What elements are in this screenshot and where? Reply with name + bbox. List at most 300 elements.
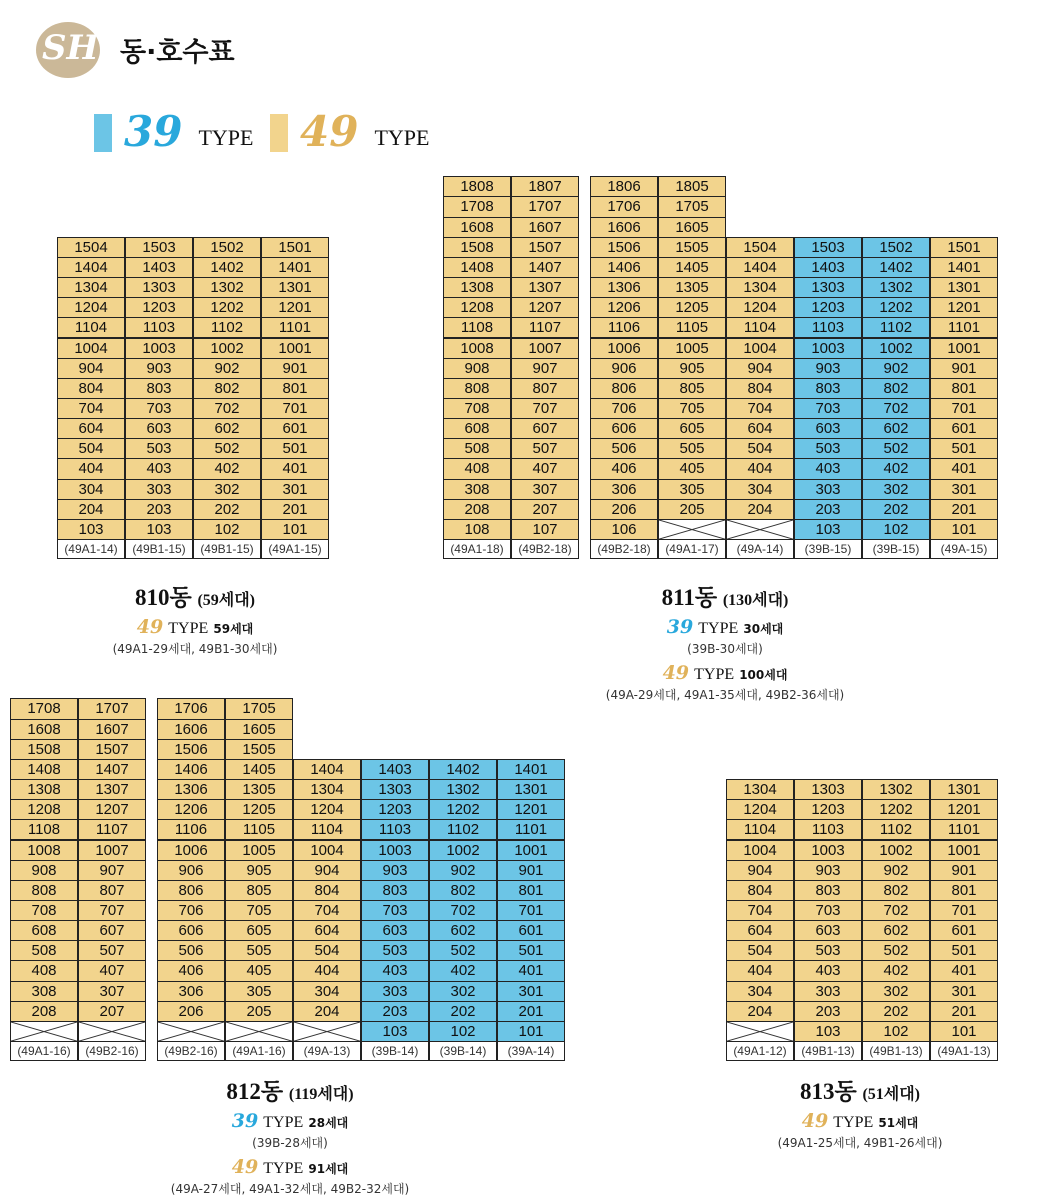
unit-cell: 1007 — [78, 840, 146, 861]
unit-cell: 1406 — [157, 759, 225, 780]
cross-mark — [158, 1022, 224, 1041]
type-number: 49 — [231, 1156, 259, 1178]
unit-cell: 1305 — [225, 779, 293, 800]
unit-cell: 1304 — [293, 779, 361, 800]
unit-cell: 1107 — [511, 317, 579, 338]
unit-cell: 1507 — [511, 237, 579, 258]
unit-cell: 1106 — [590, 317, 658, 338]
unit-cell: 1306 — [590, 277, 658, 298]
unit-cell: 503 — [125, 438, 193, 459]
unit-cell: 1004 — [726, 840, 794, 861]
unit-cell: 705 — [658, 398, 726, 419]
unit-cell: 903 — [794, 358, 862, 379]
unit-cell: 1407 — [511, 257, 579, 278]
unit-cell: 701 — [930, 900, 998, 921]
unit-cell: 401 — [497, 960, 565, 981]
unit-cell: 402 — [429, 960, 497, 981]
empty-unit-cell — [10, 1021, 78, 1042]
unit-cell: 208 — [10, 1001, 78, 1022]
unit-cell: 1705 — [658, 196, 726, 217]
unit-cell: 404 — [57, 458, 125, 479]
unit-cell: 1108 — [10, 819, 78, 840]
unit-cell: 302 — [862, 479, 930, 500]
type-number: 49 — [801, 1110, 829, 1132]
unit-cell: 703 — [125, 398, 193, 419]
unit-cell: 1102 — [862, 317, 930, 338]
unit-cell: 906 — [157, 860, 225, 881]
unit-cell: 404 — [726, 458, 794, 479]
unit-cell: 1102 — [862, 819, 930, 840]
unit-cell: 805 — [658, 378, 726, 399]
type-detail: (49A-27세대, 49A1-32세대, 49B2-32세대) — [170, 1182, 410, 1196]
unit-cell: 803 — [794, 880, 862, 901]
unit-cell: 401 — [930, 960, 998, 981]
unit-cell: 701 — [497, 900, 565, 921]
unit-cell: 1108 — [443, 317, 511, 338]
unit-cell: 807 — [511, 378, 579, 399]
unit-cell: 307 — [78, 981, 146, 1002]
unit-cell: 1105 — [658, 317, 726, 338]
unit-cell: 403 — [794, 458, 862, 479]
unit-cell: 408 — [10, 960, 78, 981]
unit-cell: 1104 — [293, 819, 361, 840]
unit-cell: 1101 — [930, 317, 998, 338]
unit-cell: 805 — [225, 880, 293, 901]
unit-cell: 1605 — [658, 217, 726, 238]
unit-cell: 602 — [429, 920, 497, 941]
type-count: 30세대 — [743, 622, 784, 636]
unit-cell: 905 — [658, 358, 726, 379]
unit-cell: 1408 — [443, 257, 511, 278]
type-detail: (39B-30세대) — [687, 642, 763, 656]
unit-cell: 601 — [261, 418, 329, 439]
unit-cell: 708 — [10, 900, 78, 921]
unit-cell: 804 — [57, 378, 125, 399]
unit-cell: 701 — [261, 398, 329, 419]
unit-cell: 801 — [930, 378, 998, 399]
unit-cell: 903 — [794, 860, 862, 881]
unit-cell: 902 — [862, 860, 930, 881]
unit-cell: 803 — [361, 880, 429, 901]
building-title: 813동 — [799, 1079, 857, 1104]
unit-cell: 1204 — [726, 799, 794, 820]
unit-cell: 1504 — [57, 237, 125, 258]
unit-type-label: (49A1-17) — [658, 539, 726, 559]
unit-cell: 102 — [862, 519, 930, 540]
unit-cell: 907 — [511, 358, 579, 379]
unit-cell: 1302 — [862, 779, 930, 800]
unit-cell: 201 — [930, 499, 998, 520]
household-count: (59세대) — [197, 592, 256, 609]
unit-type-label: (39B-15) — [794, 539, 862, 559]
unit-cell: 207 — [511, 499, 579, 520]
unit-cell: 607 — [78, 920, 146, 941]
unit-cell: 102 — [862, 1021, 930, 1042]
type-detail: (49A1-29세대, 49B1-30세대) — [112, 642, 278, 656]
unit-cell: 101 — [930, 1021, 998, 1042]
unit-cell: 1103 — [361, 819, 429, 840]
unit-cell: 1202 — [193, 297, 261, 318]
unit-cell: 1206 — [157, 799, 225, 820]
unit-cell: 1307 — [78, 779, 146, 800]
unit-cell: 903 — [125, 358, 193, 379]
unit-cell: 1206 — [590, 297, 658, 318]
unit-cell: 401 — [930, 458, 998, 479]
unit-cell: 1404 — [57, 257, 125, 278]
unit-cell: 1207 — [511, 297, 579, 318]
unit-cell: 901 — [261, 358, 329, 379]
unit-cell: 1401 — [497, 759, 565, 780]
unit-cell: 1403 — [361, 759, 429, 780]
unit-cell: 1303 — [125, 277, 193, 298]
unit-cell: 1008 — [443, 338, 511, 359]
unit-cell: 1301 — [930, 277, 998, 298]
unit-cell: 803 — [794, 378, 862, 399]
unit-cell: 303 — [794, 479, 862, 500]
unit-cell: 1608 — [10, 719, 78, 740]
unit-cell: 1605 — [225, 719, 293, 740]
unit-cell: 1508 — [443, 237, 511, 258]
unit-cell: 301 — [497, 981, 565, 1002]
unit-cell: 207 — [78, 1001, 146, 1022]
legend-39 — [94, 107, 254, 156]
unit-type-label: (49B2-18) — [511, 539, 579, 559]
unit-cell: 502 — [862, 438, 930, 459]
unit-cell: 306 — [157, 981, 225, 1002]
unit-cell: 801 — [930, 880, 998, 901]
type-count: 51세대 — [878, 1116, 919, 1130]
unit-cell: 704 — [726, 900, 794, 921]
unit-cell: 202 — [193, 499, 261, 520]
unit-cell: 1401 — [261, 257, 329, 278]
unit-cell: 204 — [726, 499, 794, 520]
unit-cell: 1408 — [10, 759, 78, 780]
unit-cell: 202 — [862, 1001, 930, 1022]
unit-cell: 606 — [157, 920, 225, 941]
building-title: 811동 — [661, 585, 718, 610]
unit-cell: 602 — [193, 418, 261, 439]
unit-cell: 403 — [794, 960, 862, 981]
unit-cell: 201 — [930, 1001, 998, 1022]
unit-cell: 404 — [293, 960, 361, 981]
unit-cell: 503 — [794, 438, 862, 459]
cross-mark — [79, 1022, 145, 1041]
unit-cell: 1403 — [794, 257, 862, 278]
unit-cell: 803 — [125, 378, 193, 399]
unit-cell: 1204 — [293, 799, 361, 820]
unit-cell: 705 — [225, 900, 293, 921]
unit-cell: 1302 — [862, 277, 930, 298]
unit-cell: 202 — [862, 499, 930, 520]
unit-cell: 1104 — [726, 317, 794, 338]
unit-cell: 1503 — [794, 237, 862, 258]
unit-cell: 504 — [726, 940, 794, 961]
unit-cell: 1205 — [225, 799, 293, 820]
unit-cell: 804 — [293, 880, 361, 901]
unit-cell: 902 — [862, 358, 930, 379]
unit-cell: 103 — [361, 1021, 429, 1042]
unit-cell: 1503 — [125, 237, 193, 258]
unit-cell: 1007 — [511, 338, 579, 359]
unit-cell: 1103 — [125, 317, 193, 338]
unit-cell: 1201 — [930, 799, 998, 820]
unit-cell: 506 — [590, 438, 658, 459]
unit-cell: 902 — [193, 358, 261, 379]
unit-cell: 103 — [57, 519, 125, 540]
unit-cell: 204 — [726, 1001, 794, 1022]
unit-cell: 402 — [193, 458, 261, 479]
unit-cell: 1708 — [10, 698, 78, 719]
unit-cell: 508 — [10, 940, 78, 961]
unit-cell: 703 — [361, 900, 429, 921]
legend-49-number: 49 — [300, 107, 359, 156]
unit-cell: 1303 — [794, 277, 862, 298]
unit-cell: 1006 — [590, 338, 658, 359]
unit-cell: 601 — [930, 418, 998, 439]
unit-cell: 308 — [10, 981, 78, 1002]
building-811-caption — [560, 583, 890, 704]
unit-cell: 904 — [57, 358, 125, 379]
unit-cell: 301 — [261, 479, 329, 500]
unit-cell: 605 — [658, 418, 726, 439]
unit-cell: 707 — [78, 900, 146, 921]
unit-cell: 1101 — [497, 819, 565, 840]
page-title: 동·호수표 — [120, 37, 235, 68]
unit-cell: 504 — [57, 438, 125, 459]
unit-cell: 603 — [361, 920, 429, 941]
household-count: (119세대) — [288, 1086, 354, 1103]
unit-cell: 1101 — [261, 317, 329, 338]
unit-cell: 904 — [726, 860, 794, 881]
unit-cell: 1304 — [57, 277, 125, 298]
legend-49-label: TYPE — [374, 125, 430, 150]
cross-mark — [659, 520, 725, 539]
unit-cell: 1102 — [429, 819, 497, 840]
unit-cell: 908 — [10, 860, 78, 881]
building-813-caption — [740, 1077, 980, 1152]
unit-cell: 1401 — [930, 257, 998, 278]
unit-cell: 505 — [658, 438, 726, 459]
unit-cell: 604 — [726, 920, 794, 941]
unit-cell: 208 — [443, 499, 511, 520]
type-detail: (49A-29세대, 49A1-35세대, 49B2-36세대) — [605, 688, 845, 702]
building-810-caption — [100, 583, 290, 658]
unit-cell: 1505 — [225, 739, 293, 760]
unit-cell: 1101 — [930, 819, 998, 840]
unit-cell: 1103 — [794, 819, 862, 840]
type-count: 100세대 — [739, 668, 788, 682]
legend-49-swatch — [270, 114, 288, 152]
unit-type-label: (39A-14) — [497, 1041, 565, 1061]
unit-cell: 1203 — [361, 799, 429, 820]
unit-cell: 202 — [429, 1001, 497, 1022]
unit-cell: 1402 — [862, 257, 930, 278]
cross-mark — [226, 1022, 292, 1041]
unit-cell: 902 — [429, 860, 497, 881]
unit-cell: 201 — [497, 1001, 565, 1022]
unit-cell: 103 — [794, 519, 862, 540]
legend-39-label: TYPE — [198, 125, 254, 150]
household-count: (130세대) — [722, 592, 789, 609]
unit-cell: 302 — [193, 479, 261, 500]
unit-cell: 1402 — [429, 759, 497, 780]
unit-cell: 1407 — [78, 759, 146, 780]
unit-type-label: (39B-14) — [429, 1041, 497, 1061]
unit-cell: 1403 — [125, 257, 193, 278]
unit-cell: 1202 — [862, 799, 930, 820]
type-number: 39 — [231, 1110, 259, 1132]
unit-cell: 301 — [930, 981, 998, 1002]
unit-cell: 1406 — [590, 257, 658, 278]
building-812-caption — [140, 1077, 440, 1198]
type-word: TYPE — [698, 620, 739, 637]
unit-cell: 604 — [57, 418, 125, 439]
unit-cell: 1303 — [361, 779, 429, 800]
unit-cell: 1201 — [930, 297, 998, 318]
type-detail: (49A1-25세대, 49B1-26세대) — [777, 1136, 943, 1150]
unit-cell: 706 — [157, 900, 225, 921]
unit-cell: 1308 — [443, 277, 511, 298]
unit-cell: 1501 — [261, 237, 329, 258]
unit-cell: 1107 — [78, 819, 146, 840]
unit-cell: 1402 — [193, 257, 261, 278]
unit-cell: 101 — [930, 519, 998, 540]
unit-cell: 1304 — [726, 779, 794, 800]
unit-cell: 1506 — [157, 739, 225, 760]
cross-mark — [727, 1022, 793, 1041]
unit-cell: 605 — [225, 920, 293, 941]
unit-cell: 806 — [157, 880, 225, 901]
unit-cell: 1305 — [658, 277, 726, 298]
unit-cell: 1003 — [794, 840, 862, 861]
unit-cell: 1203 — [794, 799, 862, 820]
unit-cell: 1105 — [225, 819, 293, 840]
unit-cell: 1705 — [225, 698, 293, 719]
unit-cell: 501 — [497, 940, 565, 961]
unit-cell: 201 — [261, 499, 329, 520]
unit-cell: 204 — [57, 499, 125, 520]
empty-unit-cell — [78, 1021, 146, 1042]
unit-cell: 1008 — [10, 840, 78, 861]
unit-cell: 901 — [930, 358, 998, 379]
unit-cell: 802 — [193, 378, 261, 399]
type-word: TYPE — [263, 1160, 304, 1177]
unit-cell: 1005 — [658, 338, 726, 359]
unit-cell: 707 — [511, 398, 579, 419]
empty-unit-cell — [658, 519, 726, 540]
unit-cell: 403 — [361, 960, 429, 981]
unit-cell: 101 — [497, 1021, 565, 1042]
unit-cell: 1506 — [590, 237, 658, 258]
unit-cell: 304 — [726, 479, 794, 500]
type-word: TYPE — [263, 1114, 304, 1131]
unit-cell: 308 — [443, 479, 511, 500]
unit-type-label: (49B2-16) — [157, 1041, 225, 1061]
unit-cell: 102 — [429, 1021, 497, 1042]
unit-cell: 904 — [293, 860, 361, 881]
unit-type-label: (49B1-13) — [862, 1041, 930, 1061]
unit-cell: 807 — [78, 880, 146, 901]
unit-type-label: (39B-14) — [361, 1041, 429, 1061]
unit-cell: 603 — [125, 418, 193, 439]
unit-cell: 901 — [497, 860, 565, 881]
unit-cell: 1104 — [726, 819, 794, 840]
unit-type-label: (49A-13) — [293, 1041, 361, 1061]
unit-cell: 206 — [157, 1001, 225, 1022]
unit-cell: 704 — [57, 398, 125, 419]
unit-cell: 502 — [862, 940, 930, 961]
unit-cell: 1606 — [590, 217, 658, 238]
unit-cell: 1306 — [157, 779, 225, 800]
unit-cell: 604 — [726, 418, 794, 439]
unit-cell: 405 — [225, 960, 293, 981]
unit-type-label: (49A1-15) — [261, 539, 329, 559]
unit-cell: 1003 — [794, 338, 862, 359]
empty-unit-cell — [225, 1021, 293, 1042]
unit-cell: 1202 — [862, 297, 930, 318]
unit-type-label: (49A1-16) — [10, 1041, 78, 1061]
unit-cell: 305 — [658, 479, 726, 500]
unit-cell: 1001 — [261, 338, 329, 359]
unit-cell: 503 — [361, 940, 429, 961]
unit-cell: 804 — [726, 378, 794, 399]
unit-cell: 108 — [443, 519, 511, 540]
unit-cell: 1708 — [443, 196, 511, 217]
unit-cell: 1001 — [930, 840, 998, 861]
unit-type-label: (39B-15) — [862, 539, 930, 559]
empty-unit-cell — [157, 1021, 225, 1042]
unit-cell: 107 — [511, 519, 579, 540]
unit-cell: 703 — [794, 900, 862, 921]
unit-cell: 1501 — [930, 237, 998, 258]
unit-cell: 203 — [794, 499, 862, 520]
unit-cell: 903 — [361, 860, 429, 881]
unit-cell: 702 — [862, 900, 930, 921]
unit-cell: 101 — [261, 519, 329, 540]
unit-type-label: (49A1-13) — [930, 1041, 998, 1061]
empty-unit-cell — [726, 519, 794, 540]
unit-cell: 1004 — [293, 840, 361, 861]
unit-cell: 1307 — [511, 277, 579, 298]
unit-type-label: (49A1-16) — [225, 1041, 293, 1061]
unit-cell: 305 — [225, 981, 293, 1002]
unit-cell: 504 — [726, 438, 794, 459]
unit-cell: 708 — [443, 398, 511, 419]
unit-cell: 1404 — [293, 759, 361, 780]
type-word: TYPE — [833, 1114, 874, 1131]
unit-cell: 702 — [429, 900, 497, 921]
unit-cell: 304 — [293, 981, 361, 1002]
unit-type-label: (49A-14) — [726, 539, 794, 559]
unit-cell: 508 — [443, 438, 511, 459]
unit-cell: 1001 — [497, 840, 565, 861]
unit-cell: 503 — [794, 940, 862, 961]
unit-cell: 603 — [794, 418, 862, 439]
legend-39-swatch — [94, 114, 112, 152]
unit-cell: 507 — [511, 438, 579, 459]
unit-cell: 703 — [794, 398, 862, 419]
unit-cell: 905 — [225, 860, 293, 881]
unit-cell: 1301 — [261, 277, 329, 298]
unit-cell: 506 — [157, 940, 225, 961]
type-number: 49 — [136, 616, 164, 638]
unit-cell: 1508 — [10, 739, 78, 760]
unit-cell: 1204 — [57, 297, 125, 318]
unit-cell: 801 — [497, 880, 565, 901]
unit-cell: 1204 — [726, 297, 794, 318]
unit-cell: 907 — [78, 860, 146, 881]
unit-cell: 1304 — [726, 277, 794, 298]
